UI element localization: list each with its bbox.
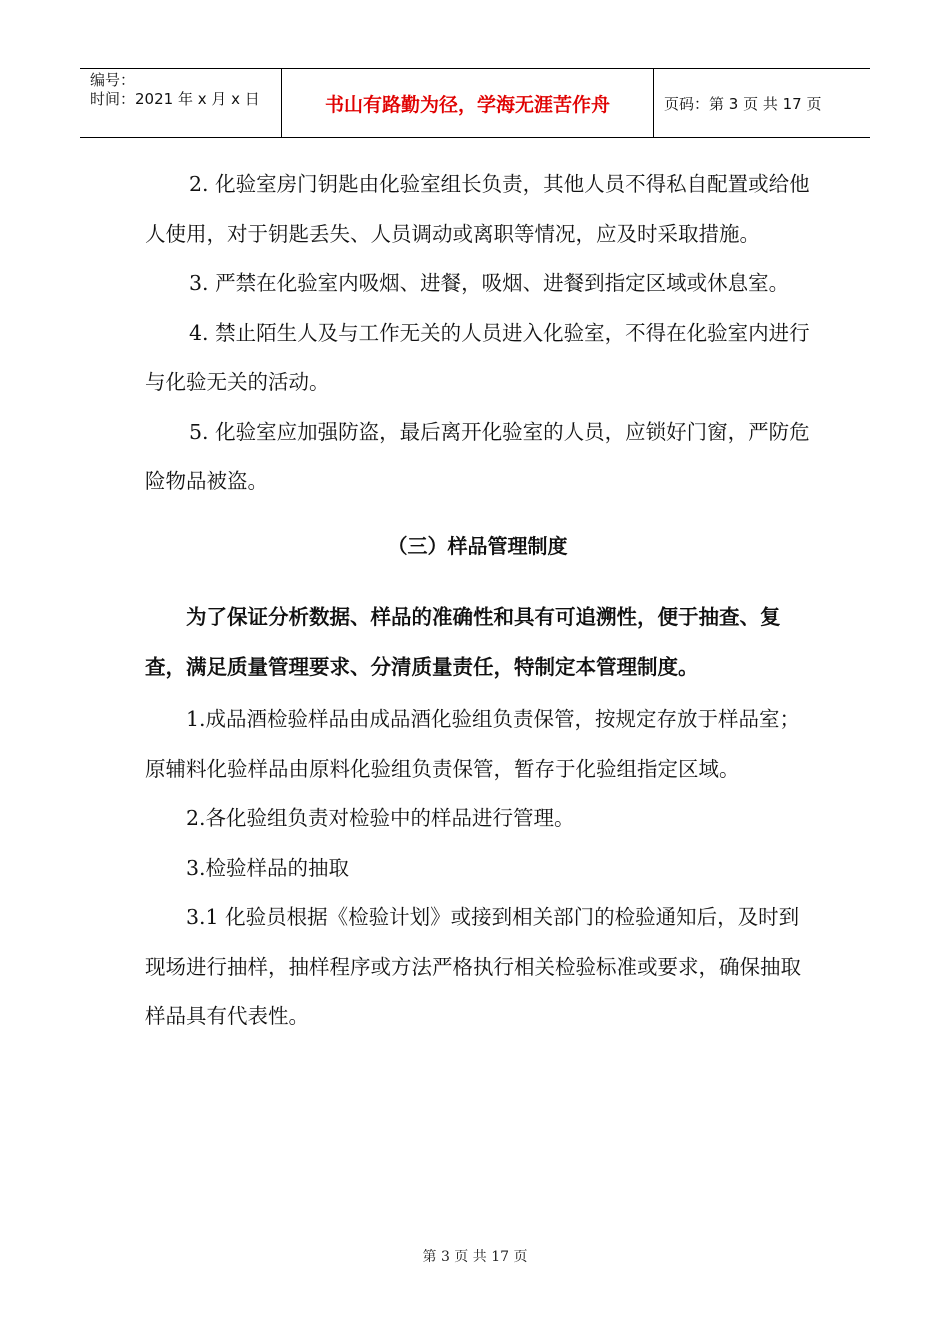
rule-item-4: 4. 禁止陌生人及与工作无关的人员进入化验室，不得在化验室内进行与化验无关的活动。	[145, 320, 810, 394]
page-header	[80, 68, 870, 138]
sample-rule-2: 2.各化验组负责对检验中的样品进行管理。	[186, 806, 575, 830]
header-meta	[80, 69, 282, 137]
sample-rule-1: 1.成品酒检验样品由成品酒化验组负责保管，按规定存放于样品室；原辅料化验样品由原料化验组负责保管，暂存于化验组指定区域。	[145, 707, 801, 781]
document-date: 时间：2021 年 x 月 x 日	[90, 90, 260, 108]
rule-item-5: 5. 化验室应加强防盗，最后离开化验室的人员，应锁好门窗，严防危险物品被盗。	[145, 419, 810, 493]
document-number-label: 编号：	[90, 71, 136, 89]
section-title: （三）样品管理制度	[387, 533, 568, 558]
sample-rule-3: 3.检验样品的抽取	[186, 855, 350, 880]
document-body	[145, 160, 810, 1042]
sample-rule-3-1: 3.1 化验员根据《检验计划》或接到相关部门的检验通知后，及时到现场进行抽样，抽样程序或方法严格执行相关检验标准或要求，确保抽取样品具有代表性。	[145, 905, 801, 1028]
header-motto: 书山有路勤为径，学海无涯苦作舟	[282, 69, 654, 137]
header-page-info: 页码：第 3 页 共 17 页	[664, 94, 822, 113]
rule-item-2: 2. 化验室房门钥匙由化验室组长负责，其他人员不得私自配置或给他人使用，对于钥匙丢失、人员调动或离职等情况，应及时采取措施。	[145, 172, 810, 246]
page-footer: 第 3 页 共 17 页	[422, 1249, 528, 1265]
section-intro: 为了保证分析数据、样品的准确性和具有可追溯性，便于抽查、复查，满足质量管理要求、分清质量责任，特制定本管理制度。	[145, 605, 781, 679]
rule-item-3: 3. 严禁在化验室内吸烟、进餐，吸烟、进餐到指定区域或休息室。	[189, 271, 790, 295]
